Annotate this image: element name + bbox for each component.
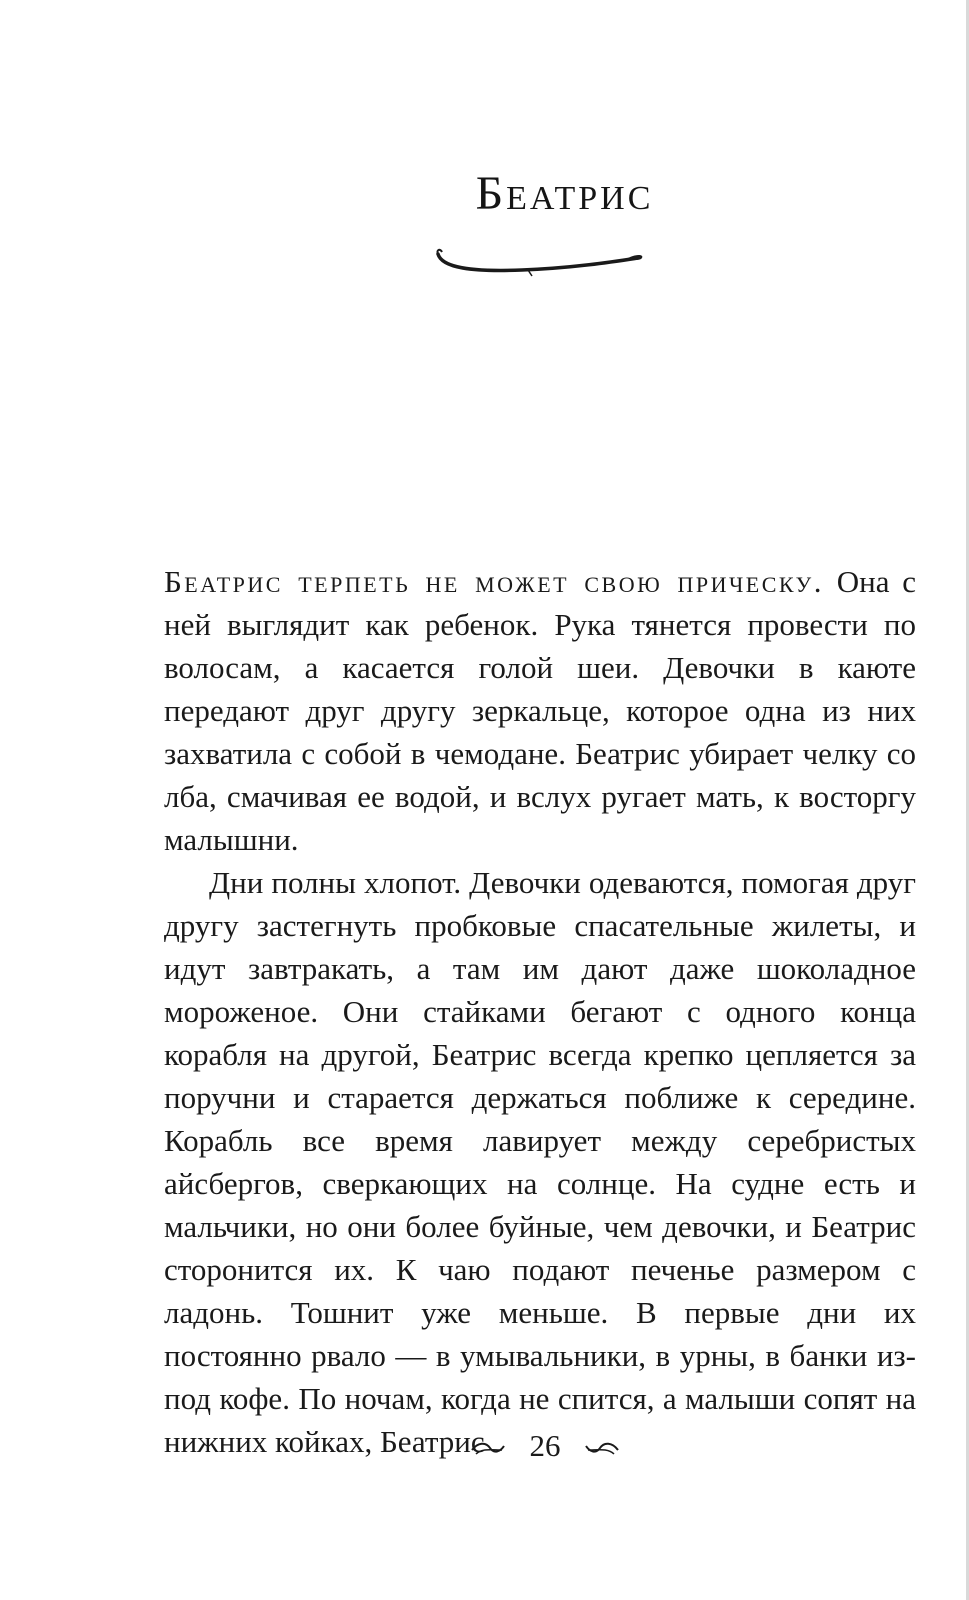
lead-small-caps: Беатрис терпеть не может свою прическу. bbox=[164, 564, 824, 599]
title-flourish-ornament bbox=[432, 246, 648, 280]
paragraph-2: Дни полны хлопот. Девочки одеваются, помогая друг другу застегнуть пробковые спасательные жилеты, и идут завтракать, а там им дают даже шоколадное мороженое. Они стайками бегают с одного конца корабля на другой, Беатрис всегда крепко цепляется за поручни и старается держаться поближе к середине. Корабль все время лавирует между серебристых айсбергов, сверкающих на солнце. На судне есть и мальчики, но они более буйные, чем девочки, и Беатрис сторонится их. К чаю подают печенье размером с ладонь. Тошнит уже меньше. В первые дни их постоянно рвало — в умывальники, в урны, в банки из-под кофе. По ночам, когда не спится, а малыши сопят на нижних койках, Беатрис bbox=[164, 865, 916, 1459]
footer-ornament-left-icon bbox=[470, 1440, 506, 1456]
body-text bbox=[164, 560, 916, 1463]
paragraph-1 bbox=[164, 560, 916, 861]
page-footer bbox=[470, 1428, 620, 1468]
paragraph-1-text: Она с ней выглядит как ребенок. Рука тянется провести по волосам, а касается голой шеи. Девочки в каюте передают друг другу зеркальце, которое одна из них захватила с собой в чемодане. Беатрис убирает челку со лба, смачивая ее водой, и вслух ругает мать, к восторгу малышни. bbox=[164, 564, 917, 857]
chapter-title: Беатрис bbox=[475, 167, 654, 220]
footer-ornament-right-icon bbox=[584, 1440, 620, 1456]
page-number: 26 bbox=[529, 1428, 561, 1463]
